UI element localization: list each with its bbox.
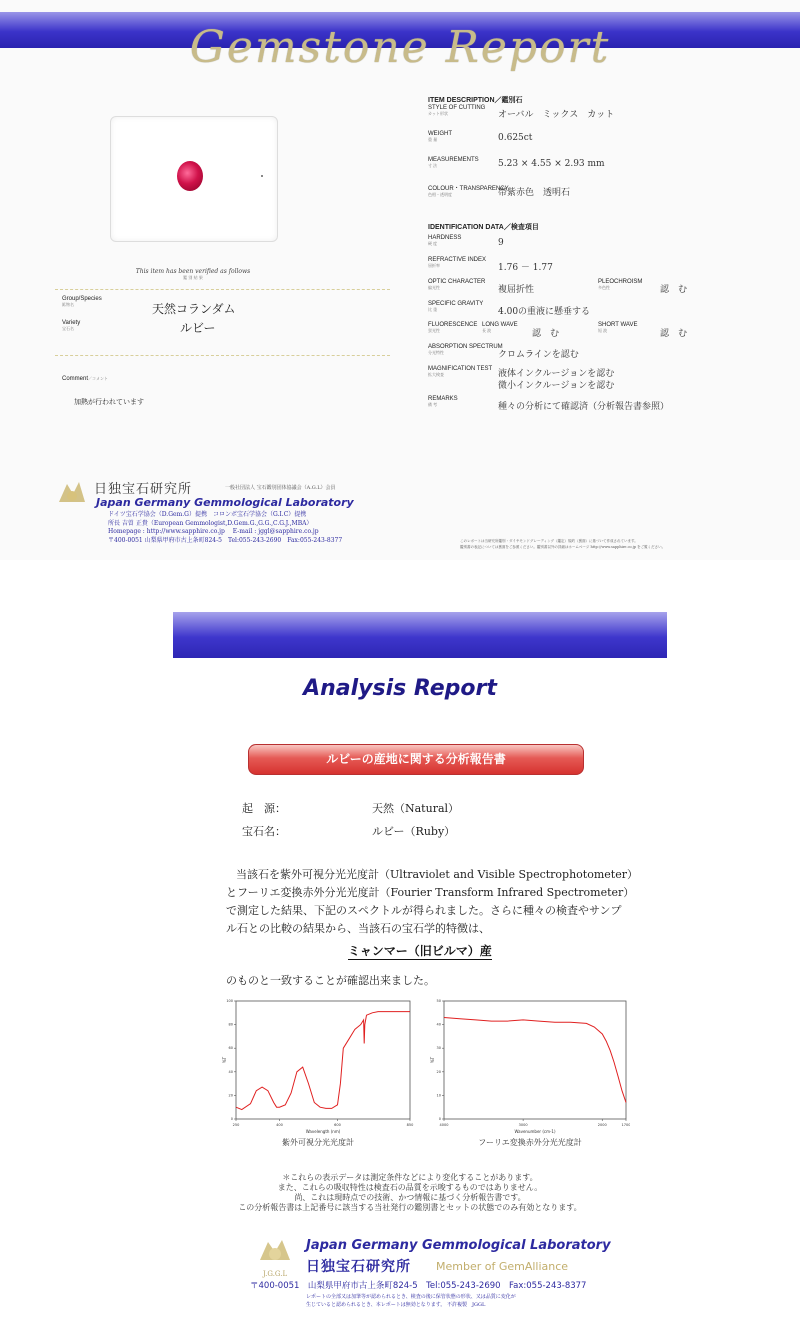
pleochroism-value: 認 む (660, 285, 688, 295)
conclusion-text: のものと一致することが確認出来ました。 (226, 974, 435, 987)
optic-character-label: OPTIC CHARACTER 偏光性 (428, 279, 486, 290)
variety-label (62, 320, 80, 332)
lab-name-jp: 日独宝石研究所 (94, 482, 193, 497)
lab-logo (55, 478, 89, 508)
lab-line: 所長 吉曽 正貴（European Gemmologist,D.Gem.G.,G.G.,C.G.J.,MBA） (108, 519, 313, 527)
lab-logo-emblem (55, 478, 89, 508)
paragraph-line: ル石との比較の結果から、当該石の宝石学的特徴は、 (226, 922, 490, 935)
group-label-text: Group/Species (62, 296, 102, 302)
x-tick-label: 4000 (439, 1123, 449, 1127)
x-tick-label: 850 (406, 1123, 414, 1127)
comment-value: 加熱が行われています (74, 398, 144, 406)
refractive-index-label: REFRACTIVE INDEX 屈折率 (428, 257, 487, 268)
y-axis-label: %T (430, 1056, 435, 1064)
y-axis-label: %T (222, 1056, 227, 1064)
lab-homepage[interactable]: Homepage : http://www.sapphire.co.jp E-mail : jggl@sapphire.co.jp (108, 528, 319, 535)
fluorescence-label: FLUORESCENCE 蛍光性 (428, 322, 478, 333)
x-tick-label: 600 (334, 1123, 341, 1127)
comment-label-text: Comment (62, 376, 89, 382)
divider (55, 355, 390, 356)
item-value: 0.625ct (498, 133, 533, 143)
lab-details (108, 511, 342, 545)
item-row (428, 131, 728, 157)
footnote-line: 鑑別書の表記については裏面をご参照ください。鑑別書以外の詳細はホームページ http://www.sapphire.co.jp をご覧ください。 (460, 545, 666, 549)
group-label-jp: 鉱物名 (62, 302, 74, 307)
lab-address: 〒400-0051 山梨県甲府市古上条町824-5 Tel:055-243-2690 Fax:055-243-8377 (108, 536, 343, 544)
y-tick-label: 50 (436, 999, 441, 1003)
item-label: WEIGHT 重 量 (428, 131, 452, 142)
gem-name-value: ルビー（Ruby） (372, 825, 456, 838)
uv-vis-chart (222, 995, 414, 1135)
gemstone-report-title: Gemstone Report (189, 22, 611, 73)
y-tick-label: 0 (438, 1117, 441, 1121)
comment-label (62, 376, 108, 382)
gemstone-report (0, 0, 800, 560)
y-tick-label: 0 (230, 1117, 233, 1121)
absorption-spectrum-label: ABSORPTION SPECTRUM 分光特性 (428, 344, 503, 355)
y-tick-label: 80 (228, 1022, 233, 1027)
footnote-line: このレポートは当研究所鑑別・ダイヤモンドグレーディング（鑑定）規約（裏面）に基づいて作成されています。 (460, 539, 638, 543)
item-value: オーバル ミックス カット (498, 110, 615, 120)
absorption-spectrum-value: クロムラインを認む (498, 350, 579, 360)
specific-gravity-label: SPECIFIC GRAVITY 比 重 (428, 301, 484, 312)
origin-result: ミャンマー（旧ビルマ）産 (348, 944, 492, 958)
y-tick-label: 60 (228, 1046, 233, 1051)
refractive-index-value: 1.76 － 1.77 (498, 263, 553, 273)
x-tick-label: 250 (232, 1123, 240, 1127)
ruby-photo (177, 161, 203, 191)
item-value: 5.23 × 4.55 × 2.93 mm (498, 159, 605, 169)
ftir-chart (430, 995, 630, 1135)
footer-lab-name-en: Japan Germany Gemmological Laboratory (306, 1238, 611, 1253)
analysis-paragraph (226, 866, 646, 938)
note-line: 尚、これは現時点での技術、かつ情報に基づく分析報告書です。 (294, 1193, 526, 1202)
analysis-header-band (173, 612, 667, 658)
y-tick-label: 30 (436, 1046, 441, 1051)
analysis-banner: ルビーの産地に関する分析報告書 (248, 744, 584, 775)
lab-name-en: Japan Germany Gemmological Laboratory (96, 496, 354, 509)
remarks-value: 種々の分析にて確認済（分析報告書参照） (498, 402, 670, 412)
origin-value: 天然（Natural） (372, 802, 460, 815)
fine-print-line: 生じていると認められるとき、本レポートは無効となります。 不許複製 JGGL (306, 1302, 486, 1308)
footer-lab-name-jp: 日独宝石研究所 (306, 1259, 411, 1275)
verified-caption-jp: 鑑 別 結 果 (183, 275, 203, 280)
short-wave-label: SHORT WAVE 短 波 (598, 322, 638, 333)
paragraph-line: で測定した結果、下記のスペクトルが得られました。さらに種々の検査やサンプ (226, 904, 622, 917)
uv-vis-svg (222, 995, 414, 1135)
group-value: 天然コランダム (152, 302, 236, 316)
note-line: また、これらの吸収特性は検査石の品質を示唆するものではありません。 (277, 1183, 543, 1192)
fine-print-line: レポートの全部又は加筆等が認められるとき、検査の後に保管状態の形状、又は品質に変化が (306, 1294, 516, 1300)
member-gemalliance: Member of GemAlliance (436, 1260, 569, 1273)
item-row (428, 105, 728, 131)
jggl-logo-emblem (254, 1234, 296, 1274)
item-row (428, 157, 728, 183)
x-axis-label: Wavelength (nm) (305, 1129, 341, 1134)
pleochroism-label: PLEOCHROISM 多色性 (598, 279, 643, 290)
footer-address: 〒400-0051 山梨県甲府市古上条町824-5 Tel:055-243-2690 Fax:055-243-8377 (250, 1281, 587, 1291)
short-wave-value: 認 む (660, 329, 688, 339)
y-tick-label: 100 (226, 999, 233, 1003)
item-label: MEASUREMENTS 寸 法 (428, 157, 479, 168)
item-value: 帯紫赤色 透明石 (498, 188, 571, 198)
uv-vis-caption: 紫外可視分光光度計 (282, 1138, 354, 1147)
item-label: STYLE OF CUTTING カット形状 (428, 105, 486, 116)
item-row (428, 183, 728, 209)
long-wave-value: 認 む (532, 329, 560, 339)
lab-line: ドイツ宝石学協会（D.Gem.G）提携 コロンボ宝石学協会（G.I.C）提携 (108, 511, 307, 518)
hardness-value: 9 (498, 238, 504, 248)
x-axis-label: Wavenumber (cm-1) (514, 1129, 556, 1134)
photo-speck (261, 175, 263, 177)
verified-caption-block (110, 268, 276, 281)
lab-association: 一般社団法人 宝石鑑別団体協議会（A.G.L）会員 (225, 485, 336, 491)
y-tick-label: 20 (436, 1069, 441, 1074)
x-tick-label: 3000 (518, 1123, 528, 1127)
variety-value: ルビー (180, 321, 216, 335)
item-description-header: ITEM DESCRIPTION／鑑別石 (428, 97, 523, 104)
plot-frame (236, 1001, 410, 1119)
gem-photo-frame (110, 116, 278, 242)
long-wave-label: LONG WAVE 長 波 (482, 322, 518, 333)
note-line: ＊これらの表示データは測定条件などにより変化することがあります。 (282, 1173, 538, 1182)
footer-fine-print (306, 1293, 516, 1309)
optic-character-value: 複屈折性 (498, 285, 535, 295)
specific-gravity-value: 4.00の重液に懸垂する (498, 307, 591, 317)
magnification-value-line: 微小インクルージョンを認む (498, 381, 615, 391)
identification-header: IDENTIFICATION DATA／検査項目 (428, 224, 539, 231)
ftir-caption: フーリエ変換赤外分光光度計 (478, 1138, 582, 1147)
magnification-label: MAGNIFICATION TEST 拡大検査 (428, 366, 493, 377)
paragraph-line: 当該石を紫外可視分光光度計（Ultraviolet and Visible Spectrophotometer） (236, 868, 638, 881)
ftir-svg (430, 995, 630, 1135)
group-label (62, 296, 102, 308)
note-line: この分析報告書は上記番号に該当する当社発行の鑑別書とセットの状態でのみ有効となります。 (238, 1203, 582, 1212)
x-tick-label: 1700 (621, 1123, 630, 1127)
magnification-value (498, 368, 614, 392)
y-tick-label: 40 (228, 1069, 233, 1074)
gem-name-label: 宝石名： (242, 825, 286, 838)
item-label: COLOUR・TRANSPARENCY 色相・透明度 (428, 186, 509, 197)
magnification-value-line: 液体インクルージョンを認む (498, 369, 615, 379)
x-tick-label: 2000 (597, 1123, 607, 1127)
variety-label-text: Variety (62, 320, 81, 326)
variety-label-jp: 宝石名 (62, 326, 74, 331)
paragraph-line: とフーリエ変換赤外分光光度計（Fourier Transform Infrared Spectrometer） (226, 886, 635, 899)
y-tick-label: 40 (436, 1022, 441, 1027)
hardness-label: HARDNESS 硬 度 (428, 235, 462, 246)
divider (55, 289, 390, 290)
gemstone-footnote (460, 538, 665, 550)
x-tick-label: 400 (276, 1123, 283, 1127)
y-tick-label: 10 (436, 1093, 441, 1098)
verified-caption: This item has been verified as follows (135, 268, 251, 275)
analysis-notes (200, 1173, 620, 1213)
remarks-label: REMARKS 備 考 (428, 396, 458, 407)
plot-frame (444, 1001, 626, 1119)
origin-label: 起 源： (242, 802, 286, 815)
jggl-logo-text: J.G.G.L (262, 1270, 288, 1278)
analysis-report-title: Analysis Report (303, 676, 497, 701)
item-description-list (428, 105, 728, 209)
comment-label-jp: ／コメント (88, 376, 109, 381)
y-tick-label: 20 (228, 1093, 233, 1098)
jggl-logo (254, 1234, 296, 1278)
